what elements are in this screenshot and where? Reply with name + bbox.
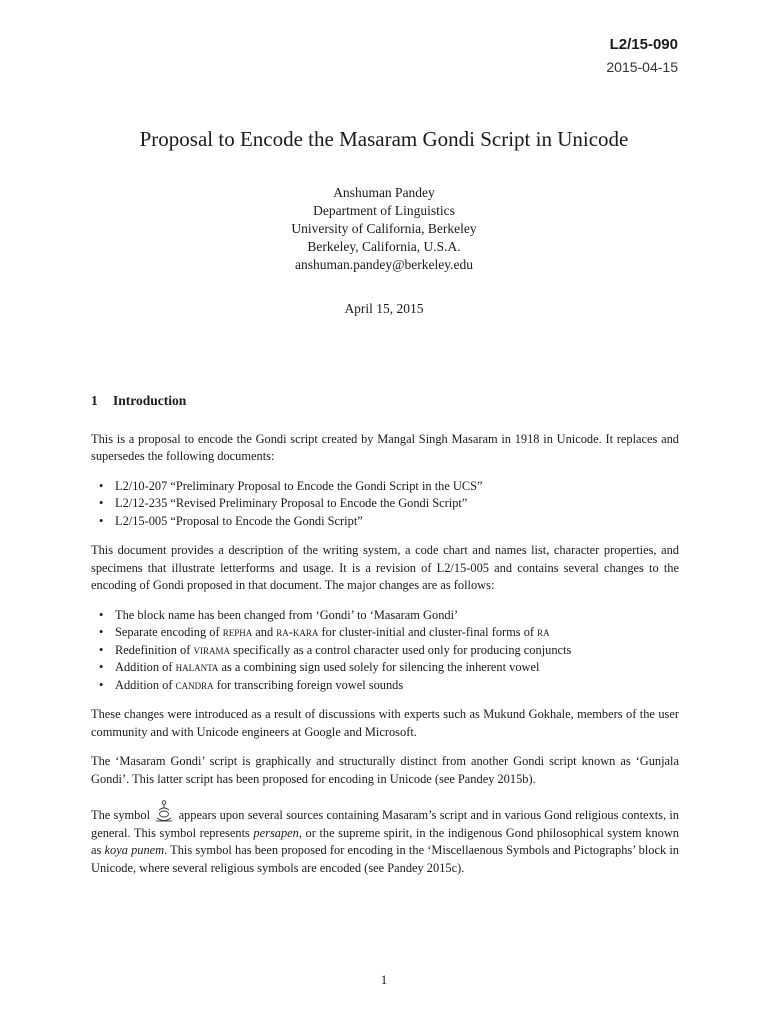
changes-list	[91, 607, 679, 695]
term-ra: ra	[537, 625, 550, 639]
term-koya-punem: koya punem	[104, 843, 165, 857]
list-item-text: L2/15-005 “Proposal to Encode the Gondi Script”	[115, 513, 363, 528]
list-item-text: Addition of	[115, 677, 176, 692]
author-name: Anshuman Pandey	[333, 185, 435, 200]
term-halanta: halanta	[175, 660, 219, 674]
koya-punem-symbol-icon	[155, 800, 173, 824]
intro-paragraph-1: This is a proposal to encode the Gondi script created by Mangal Singh Masaram in 1918 in Unicode. It replaces and supersedes the following documents:	[91, 431, 679, 463]
intro-paragraph-2: This document provides a description of the writing system, a code chart and names list, character properties, and specimens that illustrate letterforms and usage. It is a revision of L2/15-005 and contains several changes to the encoding of Gondi proposed in that document. The major changes are as follows:	[91, 543, 679, 592]
term-repha: repha	[222, 625, 253, 639]
section-title: Introduction	[113, 393, 187, 408]
list-item	[91, 607, 679, 625]
list-item-text: as a combining sign used solely for silencing the inherent vowel	[218, 660, 540, 674]
bullet-icon: •	[99, 677, 104, 692]
list-item	[91, 513, 679, 531]
term-ra-kara: ra-kara	[276, 625, 319, 639]
list-item	[91, 478, 679, 496]
list-item	[91, 495, 679, 513]
list-item	[91, 659, 679, 677]
bullet-icon: •	[99, 625, 104, 639]
author-department: Department of Linguistics	[313, 203, 455, 218]
author-block	[0, 184, 768, 274]
section-heading	[91, 392, 679, 410]
bullet-icon: •	[99, 660, 104, 674]
intro-paragraph-4: The ‘Masaram Gondi’ script is graphically and structurally distinct from another Gondi script known as ‘Gunjala Gondi’. This latter script has been proposed for encoding in Unicode (see Pandey 2015b).	[91, 754, 679, 786]
page-number: 1	[380, 972, 388, 987]
list-item-text: The block name has been changed from ‘Gondi’ to ‘Masaram Gondi’	[115, 607, 459, 622]
list-item-text: and	[252, 625, 277, 639]
bullet-icon: •	[99, 513, 104, 528]
list-item	[91, 642, 679, 660]
author-location: Berkeley, California, U.S.A.	[307, 239, 461, 254]
superseded-documents-list	[91, 478, 679, 531]
intro-paragraph-3: These changes were introduced as a result of discussions with experts such as Mukund Gokhale, members of the user community and with Unicode engineers at Google and Microsoft.	[91, 707, 679, 739]
text-run: appears upon several sources containing Masaram’s script and in various Gond religious contexts, in general. This symbol represents	[91, 808, 680, 840]
list-item-text: L2/12-235 “Revised Preliminary Proposal to Encode the Gondi Script”	[115, 496, 468, 510]
author-email: anshuman.pandey@berkeley.edu	[295, 257, 473, 272]
text-run: . This symbol has been proposed for encoding in the ‘Miscellaenous Symbols and Pictographs’ block in Unicode, where several religious symbols are encoded (see Pandey 2015c).	[91, 843, 679, 875]
bullet-icon: •	[99, 478, 104, 493]
paper-title: Proposal to Encode the Masaram Gondi Script in Unicode	[139, 127, 629, 151]
list-item-text: Addition of	[115, 660, 176, 674]
body-content	[91, 392, 679, 889]
list-item-text: L2/10-207 “Preliminary Proposal to Encode the Gondi Script in the UCS”	[115, 478, 483, 493]
list-item-text: Redefinition of	[115, 642, 194, 657]
term-candra: candra	[175, 677, 214, 692]
intro-paragraph-5	[91, 800, 679, 877]
term-persapen: persapen	[253, 825, 299, 840]
list-item-text: for transcribing foreign vowel sounds	[213, 677, 404, 692]
list-item-text: Separate encoding of	[115, 625, 223, 639]
author-university: University of California, Berkeley	[291, 221, 477, 236]
bullet-icon: •	[99, 496, 104, 510]
list-item	[91, 624, 679, 642]
list-item	[91, 677, 679, 695]
bullet-icon: •	[99, 607, 104, 622]
bullet-icon: •	[99, 642, 104, 657]
section-number: 1	[91, 393, 98, 408]
text-run: , or the supreme spirit, in the indigenous Gond philosophical system known as	[91, 825, 679, 857]
term-virama: virama	[193, 642, 230, 657]
paper-date: April 15, 2015	[344, 301, 424, 316]
document-number: L2/15-090	[609, 36, 678, 53]
document-date-header: 2015-04-15	[606, 59, 678, 75]
list-item-text: for cluster-initial and cluster-final forms of	[318, 625, 538, 639]
text-run: The symbol	[91, 808, 154, 822]
list-item-text: specifically as a control character used only for producing conjuncts	[229, 642, 572, 657]
